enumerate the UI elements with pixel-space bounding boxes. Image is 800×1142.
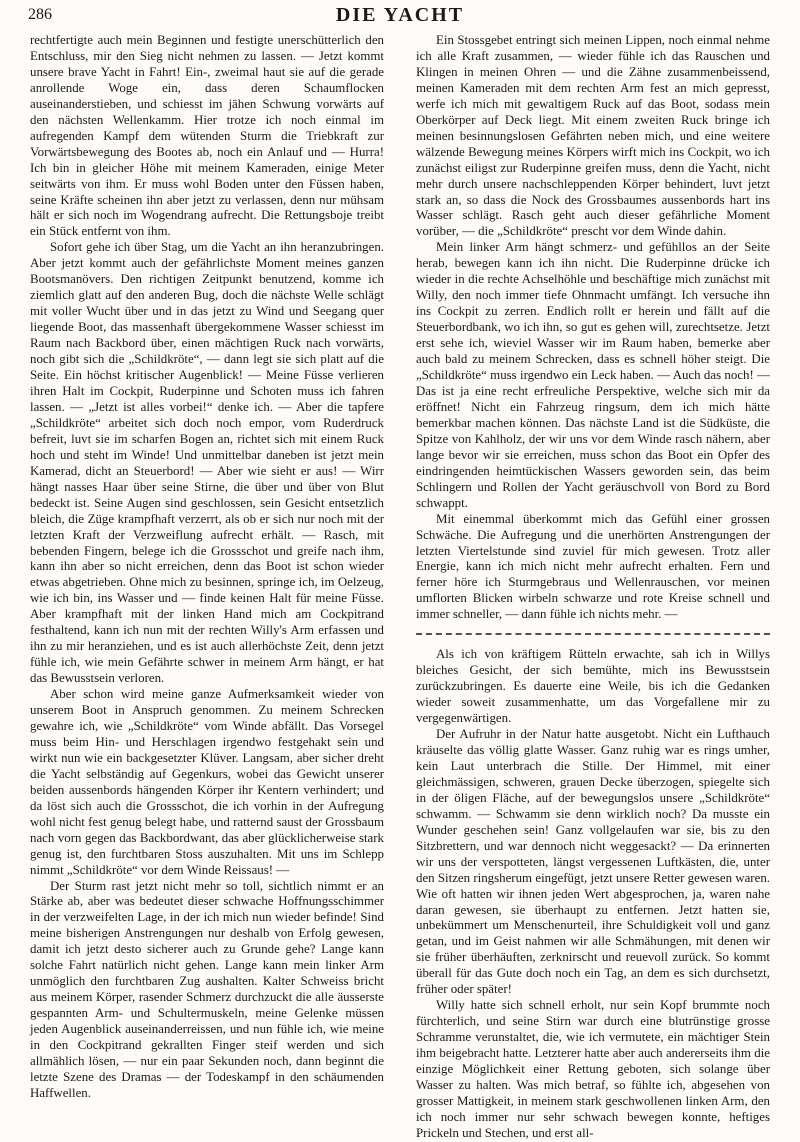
paragraph: Sofort gehe ich über Stag, um die Yacht an ihn heranzubringen. Aber jetzt kommt auch der gefährlichste Moment meines ganzen Bootsmanövers. Den richtigen Zeitpunkt benutzend, komme ich ziemlich glatt auf den anderen Bug, doch die nächste Welle schlägt mit voller Wucht über und in das jetzt zu Wind und Seegang quer liegende Boot, das massenhaft übergekommene Wasser schiesst im Raum nach Backbord über, einen mächtigen Ruck nach vorwärts, noch gibt sich die „Schildkröte“, — dann legt sie sich platt auf die Seite. Ein höchst kritischer Augenblick! — Meine Füsse verlieren ihren Halt im Cockpit, Ruderpinne und Schoten muss ich fahren lassen. — „Jetzt ist alles vorbei!“ denke ich. — Aber die tapfere „Schildkröte“ arbeitet sich doch noch empor, vom Ruderdruck befreit, luvt sie im scharfen Bogen an, richtet sich mit einem Ruck hoch und steht im Winde! Und unmittelbar daneben ist jetzt mein Kamerad, dicht an Steuerbord! — Aber wie sieht er aus! — Wirr hängt nasses Haar über seine Stirne, die über und über von Blut bedeckt ist. Seine Augen sind geschlossen, sein Gesicht entsetzlich bleich, die Züge krampfhaft verzerrt, als ob er sich nur noch mit der letzten Kraft der Verzweiflung aufrecht erhält. — Rasch, mit bebenden Fingern, belege ich die Grossschot und greife nach ihm, kann ihn aber so nicht erreichen, denn das Boot ist schon wieder etwas abgetrieben. Ohne mich zu besinnen, springe ich, im Oelzeug, wie ich bin, ins Wasser und — finde keinen Halt für meine Füsse. Aber krampfhaft mit der linken Hand mich am Cockpitrand festhaltend, kann ich nun mit der rechten Willy's Arm erfassen und ihn zu mir heranziehen, und es ist auch allerhöchste Zeit, denn jetzt fühle ich, wie mein Gefährte schwer in meinem Arm hängt, er hat das Bewusstsein verloren. xyxy=(30,240,384,686)
section-separator xyxy=(416,633,770,646)
paragraph: Als ich von kräftigem Rütteln erwachte, sah ich in Willys bleiches Gesicht, der sich bemühte, mich ins Bewusstsein zurückzubringen. Es dauerte eine Weile, bis ich die Gedanken wieder soweit zusammenhatte, um das Vorgefallene mir zu vergegenwärtigen. xyxy=(416,647,770,726)
paragraph: Der Sturm rast jetzt nicht mehr so toll, sichtlich nimmt er an Stärke ab, aber was bedeutet dieser schwache Hoffnungsschimmer in der verzweifelten Lage, in der ich mich nun wieder befinde! Sind meine bisherigen Anstrengungen nur deshalb von Erfolg gewesen, damit ich jetzt desto sicherer auch zu Grunde gehe? Lange kann solche Fahrt natürlich nicht gehen. Lange kann mein linker Arm unmöglich den furchtbaren Zug aushalten. Kalter Schweiss bricht aus meinem Körper, rasender Schmerz durchzuckt die alle äusserste gespannten Arm- und Schultermuskeln, meine Gelenke müssen jeden Augenblick auseinanderreissen, und nun fühle ich, wie meine in den Cockpitrand gekrallten Finger steif werden und sich allmählich lösen, — nur ein paar Sekunden noch, dann beginnt die letzte Szene des Dramas — der Todeskampf in den schäumenden Haffwellen. xyxy=(30,878,384,1100)
paragraph: Willy hatte sich schnell erholt, nur sein Kopf brummte noch fürchterlich, und seine Stirn war durch eine blutrünstige grosse Schramme verunstaltet, die, wie ich vermutete, ein mächtiger Stein ihm beigebracht hatte. Letzterer hatte aber auch andererseits ihm die einzige Möglichkeit einer Rettung geboten, sich solange über Wasser zu halten. Was mich betraf, so fühlte ich, abgesehen von grosser Mattigkeit, in meinem stark geschwollenen linken Arm, den ich noch immer nur sehr schwach bewegen konnte, heftiges Prickeln und Stechen, und erst all- xyxy=(416,998,770,1140)
page-number: 286 xyxy=(28,6,52,23)
page-header xyxy=(28,4,772,28)
paragraph: Ein Stossgebet entringt sich meinen Lippen, noch einmal nehme ich alle Kraft zusammen, — wieder fühle ich das Rauschen und Klingen in meinen Ohren — und die Zähne zusammenbeissend, meinen Kameraden mit dem rechten Arm fest an mich gepresst, werfe ich mich mit gewaltigem Ruck auf das Boot, sodass mein Oberkörper auf Deck liegt. Mit einem zweiten Ruck bringe ich meinen besinnungslosen Gefährten neben mich, und eine weitere wälzende Bewegung meines Körpers wirft mich ins Cockpit, wo ich zunächst eiligst zur Ruderpinne greifen muss, denn die Yacht, nicht mehr durch unsere nachschleppenden Körper behindert, luvt jetzt stark an, so dass die Nock des Grossbaumes aussenbords hart ins Wasser schlägt. Rasch geht auch dieser gefährliche Moment vorüber, — die „Schildkröte“ prescht vor dem Winde dahin. xyxy=(416,33,770,239)
right-column xyxy=(416,33,770,1140)
paragraph: Mein linker Arm hängt schmerz- und gefühllos an der Seite herab, bewegen kann ich ihn nicht. Die Ruderpinne drücke ich wieder in die rechte Achselhöhle und beschäftige mich zunächst mit Willy, den noch immer tiefe Ohnmacht umfängt. Ich versuche ihn ins Cockpit zu zerren. Endlich rollt er herein und fällt auf die Steuerbordbank, wo ich ihn, so gut es gehen will, zurechtsetze. Jetzt erst sehe ich, wieviel Wasser wir im Raum haben, bemerke aber auch bald zu meinem Schrecken, dass es schnell höher steigt. Die „Schildkröte“ muss irgendwo ein Leck haben. — Auch das noch! — Das ist ja eine recht erfreuliche Perspektive, welche sich mir da eröffnet! Nicht ein Fahrzeug ringsum, dem ich mich hätte bemerkbar machen können. Das nächste Land ist die Südküste, die Spitze von Kahlholz, der wir uns vor dem Winde rasch nähern, aber lange bevor wir sie erreichen, muss schon das Boot ein Opfer des eindringenden heimtückischen Wassers geworden sein, das beim Schlingern und Rollen der Yacht geräuschvoll von Bord zu Bord schwappt. xyxy=(416,240,770,510)
paragraph: rechtfertigte auch mein Beginnen und festigte unerschütterlich den Entschluss, mir den Sieg nicht nehmen zu lassen. — Jetzt kommt unsere brave Yacht in Fahrt! Ein-, zweimal haut sie auf die gerade anrollende Woge ein, dass deren Schaumflocken auseinanderstieben, und schiesst im jähen Schwung vorwärts auf den nächsten Wellenkamm. Hier trotze ich noch einmal im aufregenden Kampf dem wütenden Sturm die Triebkraft zur Vorwärtsbewegung des Bootes ab, noch ein Anlauf und — Hurra! Ich bin in gleicher Höhe mit meinem Kameraden, einige Meter seitwärts von ihm. Er muss wohl Boden unter den Füssen haben, seine Kräfte scheinen ihn aber jetzt zu verlassen, denn nur mühsam hält er sich noch im Wogendrang aufrecht. Die Rettungsboje treibt ein Stück entfernt von ihm. xyxy=(30,33,384,239)
left-column xyxy=(30,33,384,1112)
text-columns xyxy=(30,33,770,1140)
paragraph: Mit einemmal überkommt mich das Gefühl einer grossen Schwäche. Die Aufregung und die unerhörten Anstrengungen der letzten Viertelstunde sind zuviel für mich gewesen. Trotz aller Energie, kann ich mich nicht mehr aufrecht erhalten. Fern und ferner höre ich Sturmgebraus und Wellenrauschen, vor meinen umflorten Blicken wirbeln schwarze und rote Kreise schnell und immer schneller, — dann fühle ich nichts mehr. — xyxy=(416,511,770,622)
paragraph: Aber schon wird meine ganze Aufmerksamkeit wieder von unserem Boot in Anspruch genommen. Zu meinem Schrecken gewahre ich, wie „Schildkröte“ vom Winde abfällt. Das Vorsegel muss beim Hin- und Herschlagen irgendwo festgehakt sein und wirkt nun wie ein backgesetzter Klüver. Langsam, aber sicher dreht die Yacht selbständig auf Gegenkurs, wobei das Gewicht unserer beiden aussenbords hängenden Körper ihr Kentern verhindert; und da löst sich auch die Grossschot, die ich vorhin in der Aufregung wohl nicht fest genug belegt habe, und ratternd saust der Grossbaum nach vorn gegen das Backbordwant, das aber glücklicherweise stark genug ist, den furchtbaren Stoss auszuhalten. Mit uns im Schlepp nimmt „Schildkröte“ vor dem Winde Reissaus! — xyxy=(30,687,384,877)
running-title: DIE YACHT xyxy=(335,4,465,26)
paragraph: Der Aufruhr in der Natur hatte ausgetobt. Nicht ein Lufthauch kräuselte das völlig glatte Wasser. Ganz ruhig war es rings umher, kein Laut unterbrach die Stille. Der Himmel, mit einer gleichmässigen, schweren, grauen Decke überzogen, spiegelte sich in der öligen Fläche, auf der bewegungslos unsere „Schildkröte“ schwamm. — Schwamm sie denn wirklich noch? Da musste ein Wunder geschehen sein! Ganz vollgelaufen war sie, bis zu den Sitzbrettern, und war dennoch nicht weggesackt? — Da erinnerten wir uns der verspotteten, längst vergessenen Luftkästen, die, unter den Sitzen ringsherum eingefügt, jetzt unsere Retter gewesen waren. Wie oft hatten wir ihnen jeden Wert abgesprochen, ja, waren nahe daran gewesen, sie überhaupt zu entfernen. Jetzt hatten sie, unbekümmert um Menschenurteil, ihre Schuldigkeit voll und ganz getan, und im Geist nahmen wir alle Schmähungen, mit denen wir sie früher überhäuften, zerknirscht und reuevoll zurück. So kommt überall für das Gute doch noch ein Tag, an dem es sich durchsetzt, früher oder später! xyxy=(416,727,770,997)
